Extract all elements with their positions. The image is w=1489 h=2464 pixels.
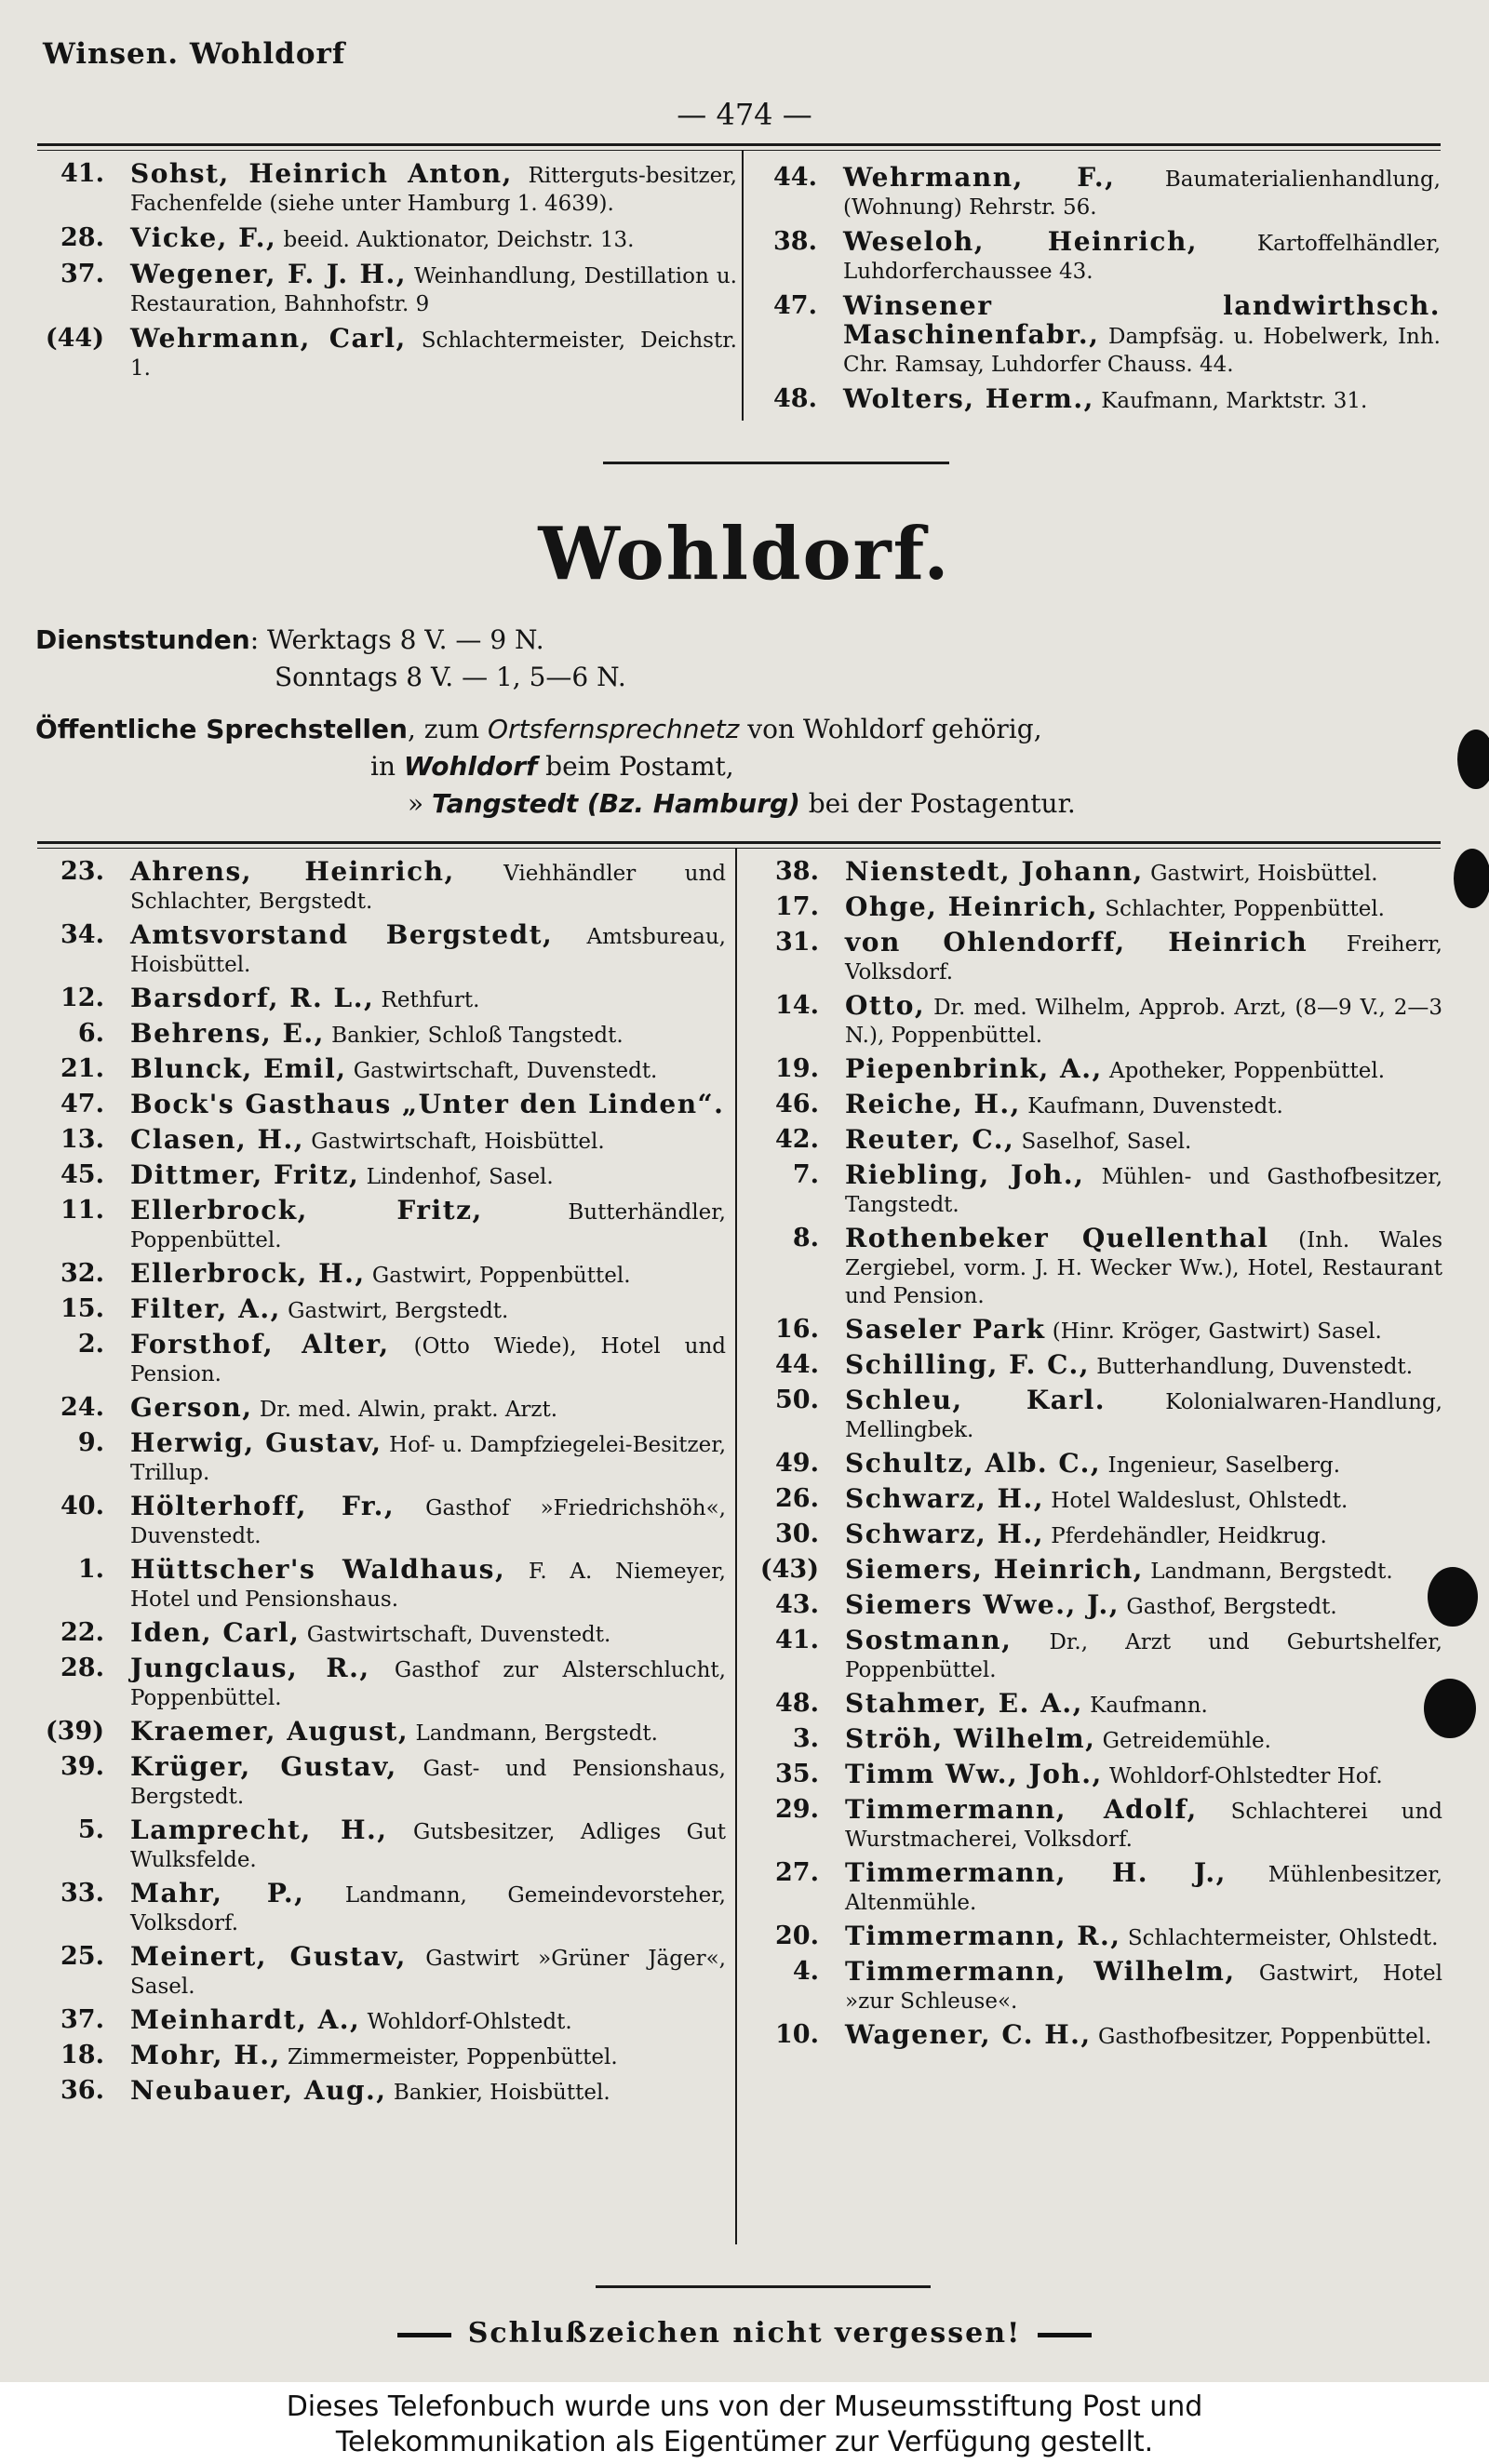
entry-number: 48. bbox=[775, 1689, 819, 1718]
entry-description: Hof- u. Dampfziegelei-Besitzer, Trillup. bbox=[130, 1433, 726, 1485]
entry-number: 20. bbox=[775, 1922, 819, 1950]
directory-entry bbox=[752, 893, 1442, 923]
directory-entry bbox=[37, 1753, 726, 1811]
entry-number: 14. bbox=[775, 991, 819, 1020]
entry-name: Timmermann, Wilhelm, bbox=[845, 1956, 1236, 1987]
entry-description: Ritterguts-besitzer, Fachenfelde (siehe unter Hamburg 1. 4639). bbox=[130, 164, 737, 216]
entry-description: Wohldorf-Ohlstedter Hof. bbox=[1102, 1764, 1383, 1788]
service-hours bbox=[35, 622, 626, 696]
entry-number: 6. bbox=[77, 1019, 104, 1048]
entry-number: 45. bbox=[60, 1160, 104, 1189]
punch-hole bbox=[1454, 849, 1489, 908]
entry-name: Forsthof, Alter, bbox=[130, 1329, 390, 1359]
entry-number: (39) bbox=[45, 1717, 104, 1746]
entry-description: Landmann, Bergstedt. bbox=[1143, 1560, 1393, 1584]
entry-name: Clasen, H., bbox=[130, 1124, 304, 1155]
entry-description: Freiherr, Volksdorf. bbox=[845, 932, 1442, 984]
entry-name: Hölterhoff, Fr., bbox=[130, 1491, 396, 1521]
entry-description: Kaufmann, Duvenstedt. bbox=[1020, 1094, 1283, 1118]
wohldorf-column-right bbox=[752, 858, 1442, 2056]
directory-entry bbox=[37, 1394, 726, 1424]
entry-name: Schwarz, H., bbox=[845, 1519, 1044, 1549]
directory-entry bbox=[37, 261, 737, 318]
entry-name: Schwarz, H., bbox=[845, 1483, 1044, 1514]
directory-entry bbox=[752, 929, 1442, 986]
section-divider-short bbox=[603, 462, 949, 464]
directory-entry bbox=[752, 992, 1442, 1050]
entry-description: Mühlen- und Gasthofbesitzer, Tangstedt. bbox=[845, 1165, 1443, 1217]
directory-entry bbox=[37, 2042, 726, 2071]
entry-description: Gastwirtschaft, Hoisbüttel. bbox=[303, 1130, 605, 1154]
entry-description: Viehhändler und Schlachter, Bergstedt. bbox=[130, 862, 726, 914]
directory-entry bbox=[37, 2077, 726, 2107]
entry-number: 43. bbox=[775, 1590, 819, 1619]
right-dash bbox=[1038, 2333, 1092, 2337]
winsen-column-left bbox=[37, 160, 737, 389]
entry-number: 32. bbox=[60, 1259, 104, 1288]
directory-entry bbox=[752, 1225, 1442, 1310]
directory-entry bbox=[37, 1429, 726, 1487]
directory-entry bbox=[752, 1161, 1442, 1219]
entry-number: 31. bbox=[775, 928, 819, 957]
entry-number: 47. bbox=[773, 291, 817, 320]
entry-description: Gastwirtschaft, Duvenstedt. bbox=[300, 1623, 611, 1647]
entry-name: Lamprecht, H., bbox=[130, 1815, 388, 1845]
directory-entry bbox=[37, 1880, 726, 1937]
entry-name: Ahrens, Heinrich, bbox=[130, 856, 455, 887]
entry-number: 5. bbox=[77, 1815, 104, 1844]
entry-description: Gastwirtschaft, Duvenstedt. bbox=[346, 1059, 658, 1083]
entry-name: Sostmann, bbox=[845, 1625, 1013, 1655]
entry-name: Siemers Wwe., J., bbox=[845, 1589, 1120, 1620]
directory-entry bbox=[752, 1091, 1442, 1120]
entry-number: 44. bbox=[773, 163, 817, 192]
directory-entry bbox=[752, 1055, 1442, 1085]
wohldorf-rule-thick bbox=[37, 841, 1441, 844]
directory-entry bbox=[752, 858, 1442, 888]
entry-number: 34. bbox=[60, 920, 104, 949]
entry-name: von Ohlendorff, Heinrich bbox=[845, 927, 1308, 957]
entry-name: Iden, Carl, bbox=[130, 1617, 301, 1648]
directory-entry bbox=[37, 858, 726, 916]
entry-name: Sohst, Heinrich Anton, bbox=[130, 158, 513, 189]
entry-name: Wehrmann, Carl, bbox=[130, 323, 407, 354]
entry-description: Gastwirt, Hoisbüttel. bbox=[1143, 862, 1378, 886]
entry-number: 26. bbox=[775, 1484, 819, 1513]
entry-name: Meinhardt, A., bbox=[130, 2004, 361, 2035]
entry-description: Gast- und Pensionshaus, Bergstedt. bbox=[130, 1757, 726, 1809]
entry-name: Bock's Gasthaus „Unter den Linden“. bbox=[130, 1089, 725, 1119]
entry-number: 44. bbox=[775, 1350, 819, 1379]
entry-name: Ohge, Heinrich, bbox=[845, 891, 1098, 922]
directory-entry bbox=[37, 984, 726, 1014]
entry-name: Siemers, Heinrich, bbox=[845, 1554, 1144, 1585]
entry-number: 41. bbox=[60, 159, 104, 188]
directory-entry bbox=[752, 1520, 1442, 1550]
entry-description: Amtsbureau, Hoisbüttel. bbox=[130, 925, 726, 977]
left-dash bbox=[397, 2333, 451, 2337]
directory-entry bbox=[37, 1654, 726, 1712]
entry-number: 12. bbox=[60, 984, 104, 1012]
entry-number: 50. bbox=[775, 1386, 819, 1414]
entry-number: 25. bbox=[60, 1942, 104, 1971]
wohldorf-column-divider bbox=[735, 849, 737, 2244]
directory-entry bbox=[37, 1331, 726, 1388]
entry-description: Pferdehändler, Heidkrug. bbox=[1043, 1524, 1327, 1548]
directory-entry bbox=[37, 921, 726, 979]
entry-description: Kaufmann. bbox=[1082, 1694, 1208, 1718]
entry-description: Lindenhof, Sasel. bbox=[359, 1165, 554, 1189]
entry-name: Mohr, H., bbox=[130, 2040, 281, 2070]
entry-description: Kartoffelhändler, Luhdorferchaussee 43. bbox=[843, 232, 1441, 284]
wohldorf-column-left bbox=[37, 858, 726, 2112]
bottom-divider-short bbox=[596, 2285, 931, 2288]
entry-name: Winsener landwirthsch. Maschinenfabr., bbox=[843, 290, 1441, 350]
entry-name: Reiche, H., bbox=[845, 1089, 1021, 1119]
directory-entry bbox=[752, 1386, 1442, 1444]
entry-number: 47. bbox=[60, 1090, 104, 1118]
entry-description: Gastwirt, Bergstedt. bbox=[280, 1299, 509, 1323]
entry-name: Hüttscher's Waldhaus, bbox=[130, 1554, 506, 1585]
entry-number: 36. bbox=[60, 2076, 104, 2105]
directory-entry bbox=[752, 1450, 1442, 1480]
entry-description: Landmann, Bergstedt. bbox=[409, 1721, 658, 1746]
entry-number: 8. bbox=[792, 1224, 819, 1252]
hours-label: Dienststunden bbox=[35, 624, 250, 655]
directory-entry bbox=[37, 1619, 726, 1649]
entry-name: Rothenbeker Quellenthal bbox=[845, 1223, 1269, 1253]
directory-entry bbox=[37, 1493, 726, 1550]
directory-entry bbox=[750, 228, 1441, 286]
directory-entry bbox=[752, 2021, 1442, 2051]
directory-entry bbox=[37, 1020, 726, 1050]
entry-description: Gastwirt, Hotel »zur Schleuse«. bbox=[845, 1962, 1442, 2014]
public-call-offices: Öffentliche Sprechstellen, zum Ortsfernsprechnetz von Wohldorf gehörig, in Wohldorf beim Postamt, » Tangstedt (Bz. Hamburg) bei der Postagentur. bbox=[35, 714, 1076, 819]
entry-number: 28. bbox=[60, 1654, 104, 1682]
directory-entry bbox=[750, 385, 1441, 415]
entry-number: 9. bbox=[77, 1428, 104, 1457]
entry-name: Timmermann, Adolf, bbox=[845, 1794, 1198, 1825]
entry-name: Wegener, F. J. H., bbox=[130, 259, 407, 289]
entry-number: 28. bbox=[60, 223, 104, 252]
entry-name: Saseler Park bbox=[845, 1314, 1046, 1345]
directory-entry bbox=[37, 1091, 726, 1120]
entry-description: Mühlenbesitzer, Altenmühle. bbox=[845, 1863, 1442, 1915]
entry-number: 19. bbox=[775, 1054, 819, 1083]
directory-entry bbox=[37, 1943, 726, 2001]
winsen-column-right bbox=[750, 164, 1441, 422]
entry-description: Zimmermeister, Poppenbüttel. bbox=[280, 2045, 618, 2069]
directory-entry bbox=[37, 1556, 726, 1614]
entry-name: Riebling, Joh., bbox=[845, 1159, 1085, 1190]
entry-name: Ellerbrock, H., bbox=[130, 1258, 366, 1289]
entry-number: 22. bbox=[60, 1618, 104, 1647]
entry-description: (Otto Wiede), Hotel und Pension. bbox=[130, 1334, 726, 1386]
directory-entry bbox=[752, 1316, 1442, 1346]
entry-number: 16. bbox=[775, 1315, 819, 1344]
entry-number: 30. bbox=[775, 1520, 819, 1548]
entry-description: (Inh. Wales Zergiebel, vorm. J. H. Wecker Ww.), Hotel, Restaurant und Pension. bbox=[845, 1228, 1442, 1308]
entry-name: Timm Ww., Joh., bbox=[845, 1759, 1103, 1789]
directory-entry bbox=[752, 1591, 1442, 1621]
entry-number: 49. bbox=[775, 1449, 819, 1478]
directory-entry bbox=[37, 1055, 726, 1085]
entry-number: 39. bbox=[60, 1752, 104, 1781]
punch-hole bbox=[1424, 1679, 1476, 1738]
entry-description: Gasthof zur Alsterschlucht, Poppenbüttel. bbox=[130, 1658, 726, 1710]
directory-entry bbox=[750, 292, 1441, 379]
entry-description: Gastwirt, Poppenbüttel. bbox=[365, 1264, 631, 1288]
entry-name: Amtsvorstand Bergstedt, bbox=[130, 919, 554, 950]
directory-entry bbox=[752, 1958, 1442, 2015]
entry-name: Wagener, C. H., bbox=[845, 2019, 1092, 2050]
entry-number: 7. bbox=[792, 1160, 819, 1189]
entry-name: Behrens, E., bbox=[130, 1018, 325, 1049]
entry-name: Neubauer, Aug., bbox=[130, 2075, 387, 2106]
directory-entry bbox=[37, 224, 737, 254]
directory-entry bbox=[37, 1816, 726, 1874]
credit-line-2: Telekommunikation als Eigentümer zur Verfügung gestellt. bbox=[335, 2426, 1154, 2458]
top-rule-thin bbox=[37, 150, 1441, 151]
entry-description: (Hinr. Kröger, Gastwirt) Sasel. bbox=[1045, 1319, 1382, 1344]
entry-name: Otto, bbox=[845, 990, 926, 1021]
top-rule-thick bbox=[37, 143, 1441, 146]
directory-entry bbox=[37, 1161, 726, 1191]
entry-description: Landmann, Gemeindevorsteher, Volksdorf. bbox=[130, 1883, 726, 1935]
entry-number: 29. bbox=[775, 1795, 819, 1824]
directory-entry bbox=[37, 1718, 726, 1748]
hours-weekdays: : Werktags 8 V. — 9 N. bbox=[249, 624, 544, 655]
entry-description: Gasthof, Bergstedt. bbox=[1120, 1595, 1337, 1619]
page-number: — 474 — bbox=[677, 97, 812, 132]
entry-number: 11. bbox=[60, 1196, 104, 1225]
directory-entry bbox=[752, 1126, 1442, 1156]
entry-number: (43) bbox=[759, 1555, 819, 1584]
entry-description: Bankier, Hoisbüttel. bbox=[386, 2081, 610, 2105]
directory-entry bbox=[752, 1485, 1442, 1515]
entry-number: 4. bbox=[792, 1957, 819, 1986]
entry-name: Herwig, Gustav, bbox=[130, 1427, 382, 1458]
entry-description: Rethfurt. bbox=[374, 988, 480, 1012]
entry-name: Dittmer, Fritz, bbox=[130, 1159, 360, 1190]
punch-hole bbox=[1457, 730, 1489, 789]
entry-description: Ingenieur, Saselberg. bbox=[1101, 1453, 1341, 1478]
directory-entry bbox=[37, 1197, 726, 1254]
wohldorf-rule-thin bbox=[37, 848, 1441, 849]
entry-name: Filter, A., bbox=[130, 1293, 281, 1324]
entry-name: Blunck, Emil, bbox=[130, 1053, 347, 1084]
directory-entry bbox=[752, 1796, 1442, 1854]
directory-entry bbox=[752, 1556, 1442, 1586]
entry-number: 37. bbox=[60, 2005, 104, 2034]
entry-description: Weinhandlung, Destillation u. Restauration, Bahnhofstr. 9 bbox=[130, 264, 737, 316]
entry-name: Kraemer, August, bbox=[130, 1716, 409, 1747]
top-column-divider bbox=[742, 151, 744, 421]
entry-number: (44) bbox=[45, 324, 104, 353]
entry-name: Vicke, F., bbox=[130, 222, 277, 253]
entry-name: Gerson, bbox=[130, 1392, 253, 1423]
entry-description: Dr., Arzt und Geburtshelfer, Poppenbüttel. bbox=[845, 1630, 1442, 1682]
entry-description: Gasthofbesitzer, Poppenbüttel. bbox=[1091, 2025, 1432, 2049]
entry-number: 15. bbox=[60, 1294, 104, 1323]
entry-number: 42. bbox=[775, 1125, 819, 1154]
entry-description: Dr. med. Alwin, prakt. Arzt. bbox=[252, 1398, 558, 1422]
credit-line-1: Dieses Telefonbuch wurde uns von der Museumsstiftung Post und bbox=[286, 2390, 1203, 2423]
entry-name: Jungclaus, R., bbox=[130, 1653, 370, 1683]
entry-description: F. A. Niemeyer, Hotel und Pensionshaus. bbox=[130, 1560, 726, 1612]
entry-name: Ellerbrock, Fritz, bbox=[130, 1195, 483, 1225]
entry-name: Mahr, P., bbox=[130, 1878, 305, 1908]
entry-description: beeid. Auktionator, Deichstr. 13. bbox=[276, 228, 635, 252]
entry-name: Ströh, Wilhelm, bbox=[845, 1723, 1096, 1754]
directory-entry bbox=[750, 164, 1441, 221]
entry-description: Schlachter, Poppenbüttel. bbox=[1097, 897, 1385, 921]
directory-entry bbox=[752, 1627, 1442, 1684]
entry-name: Barsdorf, R. L., bbox=[130, 983, 375, 1013]
directory-entry bbox=[752, 1725, 1442, 1755]
entry-name: Meinert, Gustav, bbox=[130, 1941, 407, 1972]
entry-number: 1. bbox=[77, 1555, 104, 1584]
directory-entry bbox=[752, 1761, 1442, 1790]
entry-description: Bankier, Schloß Tangstedt. bbox=[324, 1024, 624, 1048]
entry-description: Dampfsäg. u. Hobelwerk, Inh. Chr. Ramsay, Luhdorfer Chauss. 44. bbox=[843, 325, 1441, 377]
entry-number: 2. bbox=[77, 1330, 104, 1359]
entry-number: 41. bbox=[775, 1626, 819, 1654]
entry-description: Gastwirt »Grüner Jäger«, Sasel. bbox=[130, 1947, 726, 1999]
section-title: Wohldorf. bbox=[538, 512, 951, 596]
entry-name: Krüger, Gustav, bbox=[130, 1751, 397, 1782]
entry-description: Gutsbesitzer, Adliges Gut Wulksfelde. bbox=[130, 1820, 727, 1872]
entry-number: 3. bbox=[792, 1724, 819, 1753]
entry-description: Hotel Waldeslust, Ohlstedt. bbox=[1043, 1489, 1348, 1513]
directory-entry bbox=[37, 1126, 726, 1156]
entry-name: Schilling, F. C., bbox=[845, 1349, 1090, 1380]
entry-name: Timmermann, H. J., bbox=[845, 1857, 1227, 1888]
entry-number: 18. bbox=[60, 2041, 104, 2069]
entry-description: Schlachtermeister, Deichstr. 1. bbox=[130, 328, 737, 381]
entry-description: Saselhof, Sasel. bbox=[1014, 1130, 1192, 1154]
entry-name: Stahmer, E. A., bbox=[845, 1688, 1083, 1719]
entry-name: Piepenbrink, A., bbox=[845, 1053, 1103, 1084]
credit-banner bbox=[0, 2382, 1489, 2464]
entry-description: Kaufmann, Marktstr. 31. bbox=[1093, 389, 1368, 413]
hours-sundays: Sonntags 8 V. — 1, 5—6 N. bbox=[275, 662, 626, 692]
entry-name: Timmermann, R., bbox=[845, 1921, 1121, 1951]
directory-entry bbox=[752, 1859, 1442, 1917]
entry-name: Wehrmann, F., bbox=[843, 162, 1116, 193]
directory-entry bbox=[37, 325, 737, 382]
entry-name: Reuter, C., bbox=[845, 1124, 1015, 1155]
entry-number: 40. bbox=[60, 1492, 104, 1520]
entry-number: 37. bbox=[60, 260, 104, 288]
entry-number: 38. bbox=[775, 857, 819, 886]
entry-number: 24. bbox=[60, 1393, 104, 1422]
directory-entry bbox=[37, 160, 737, 218]
entry-name: Weseloh, Heinrich, bbox=[843, 226, 1199, 257]
entry-name: Schultz, Alb. C., bbox=[845, 1448, 1102, 1479]
entry-description: Dr. med. Wilhelm, Approb. Arzt, (8—9 V., 2—3 N.), Poppenbüttel. bbox=[845, 996, 1442, 1048]
entry-description: Gasthof »Friedrichshöh«, Duvenstedt. bbox=[130, 1496, 726, 1548]
entry-description: Wohldorf-Ohlstedt. bbox=[360, 2010, 572, 2034]
footer-note: Schlußzeichen nicht vergessen! bbox=[0, 2317, 1489, 2350]
entry-description: Schlachtermeister, Ohlstedt. bbox=[1120, 1926, 1439, 1950]
entry-number: 13. bbox=[60, 1125, 104, 1154]
entry-number: 21. bbox=[60, 1054, 104, 1083]
entry-name: Wolters, Herm., bbox=[843, 383, 1094, 414]
entry-number: 10. bbox=[775, 2020, 819, 2049]
directory-entry bbox=[37, 2006, 726, 2036]
entry-number: 17. bbox=[775, 892, 819, 921]
directory-entry bbox=[37, 1260, 726, 1290]
entry-number: 48. bbox=[773, 384, 817, 413]
entry-description: Schlachterei und Wurstmacherei, Volksdorf. bbox=[845, 1800, 1442, 1852]
entry-number: 38. bbox=[773, 227, 817, 256]
call-offices-label: Öffentliche Sprechstellen bbox=[35, 714, 408, 744]
entry-name: Schleu, Karl. bbox=[845, 1385, 1106, 1415]
entry-name: Nienstedt, Johann, bbox=[845, 856, 1144, 887]
entry-description: Baumaterialienhandlung, (Wohnung) Rehrstr. 56. bbox=[843, 167, 1441, 220]
entry-description: Butterhändler, Poppenbüttel. bbox=[130, 1200, 726, 1252]
entry-description: Getreidemühle. bbox=[1095, 1729, 1271, 1753]
entry-number: 33. bbox=[60, 1879, 104, 1908]
entry-number: 35. bbox=[775, 1760, 819, 1788]
entry-description: Kolonialwaren-Handlung, Mellingbek. bbox=[845, 1390, 1442, 1442]
directory-entry bbox=[752, 1690, 1442, 1720]
running-head: Winsen. Wohldorf bbox=[43, 37, 346, 71]
entry-number: 27. bbox=[775, 1858, 819, 1887]
entry-number: 23. bbox=[60, 857, 104, 886]
directory-entry bbox=[752, 1351, 1442, 1381]
directory-entry bbox=[752, 1922, 1442, 1952]
entry-number: 46. bbox=[775, 1090, 819, 1118]
directory-entry bbox=[37, 1295, 726, 1325]
punch-hole bbox=[1428, 1567, 1478, 1627]
entry-description: Apotheker, Poppenbüttel. bbox=[1102, 1059, 1386, 1083]
entry-description: Butterhandlung, Duvenstedt. bbox=[1089, 1355, 1414, 1379]
